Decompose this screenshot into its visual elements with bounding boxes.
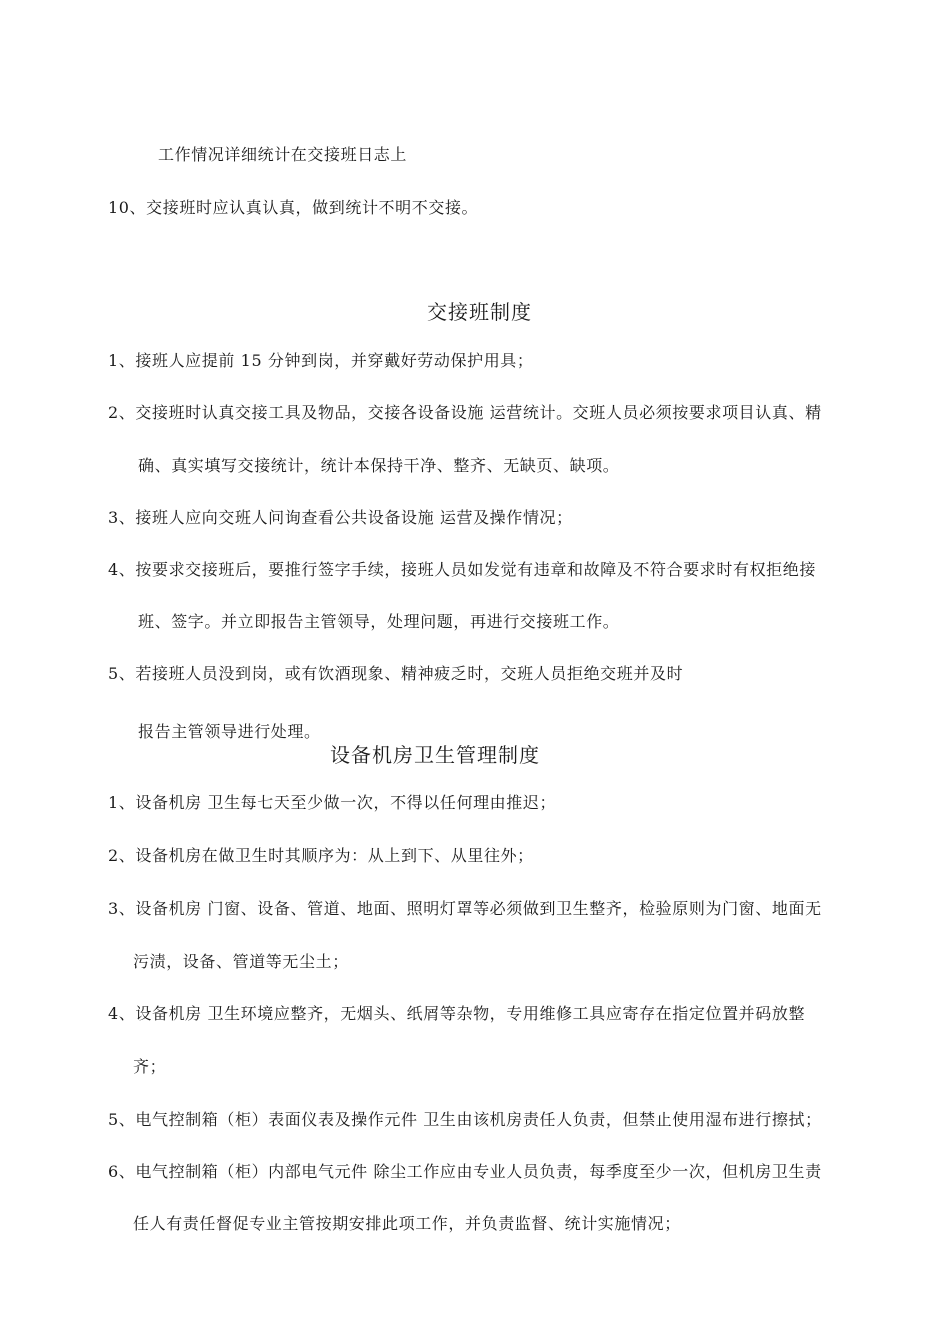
list-item: 1、设备机房 卫生每七天至少做一次，不得以任何理由推迟； — [108, 793, 557, 812]
list-item: 3、设备机房 门窗、设备、管道、地面、照明灯罩等必须做到卫生整齐，检验原则为门窗、地面无 — [108, 899, 822, 918]
section-title: 交接班制度 — [427, 300, 532, 324]
section-title: 设备机房卫生管理制度 — [330, 743, 540, 767]
list-item-continuation: 确、真实填写交接统计，统计本保持干净、整齐、无缺页、缺项。 — [138, 456, 620, 475]
list-item: 5、电气控制箱（柜）表面仪表及操作元件 卫生由该机房责任人负责，但禁止使用湿布进行擦拭； — [108, 1110, 822, 1129]
list-item: 4、设备机房 卫生环境应整齐，无烟头、纸屑等杂物，专用维修工具应寄存在指定位置并码放整 — [108, 1004, 806, 1023]
list-item: 4、按要求交接班后，要推行签字手续，接班人员如发觉有违章和故障及不符合要求时有权拒绝接 — [108, 560, 816, 579]
paragraph-line: 工作情况详细统计在交接班日志上 — [158, 145, 408, 164]
list-item: 5、若接班人员没到岗，或有饮酒现象、精神疲乏时，交班人员拒绝交班并及时 — [108, 664, 684, 683]
list-item-continuation: 班、签字。并立即报告主管领导，处理问题，再进行交接班工作。 — [138, 612, 620, 631]
list-item: 2、交接班时认真交接工具及物品，交接各设备设施 运营统计。交班人员必须按要求项目认真、精 — [108, 403, 822, 422]
list-item: 6、电气控制箱（柜）内部电气元件 除尘工作应由专业人员负责，每季度至少一次，但机房卫生责 — [108, 1162, 822, 1181]
list-item: 1、接班人应提前 15 分钟到岗，并穿戴好劳动保护用具； — [108, 351, 534, 370]
list-item: 2、设备机房在做卫生时其顺序为：从上到下、从里往外； — [108, 846, 534, 865]
list-item: 3、接班人应向交班人问询查看公共设备设施 运营及操作情况； — [108, 508, 573, 527]
list-item-continuation: 任人有责任督促专业主管按期安排此项工作，并负责监督、统计实施情况； — [133, 1214, 681, 1233]
paragraph-line: 10、交接班时应认真认真，做到统计不明不交接。 — [108, 198, 479, 217]
list-item-continuation: 齐； — [133, 1057, 167, 1076]
list-item-continuation: 报告主管领导进行处理。 — [138, 722, 321, 741]
list-item-continuation: 污渍，设备、管道等无尘土； — [133, 952, 349, 971]
